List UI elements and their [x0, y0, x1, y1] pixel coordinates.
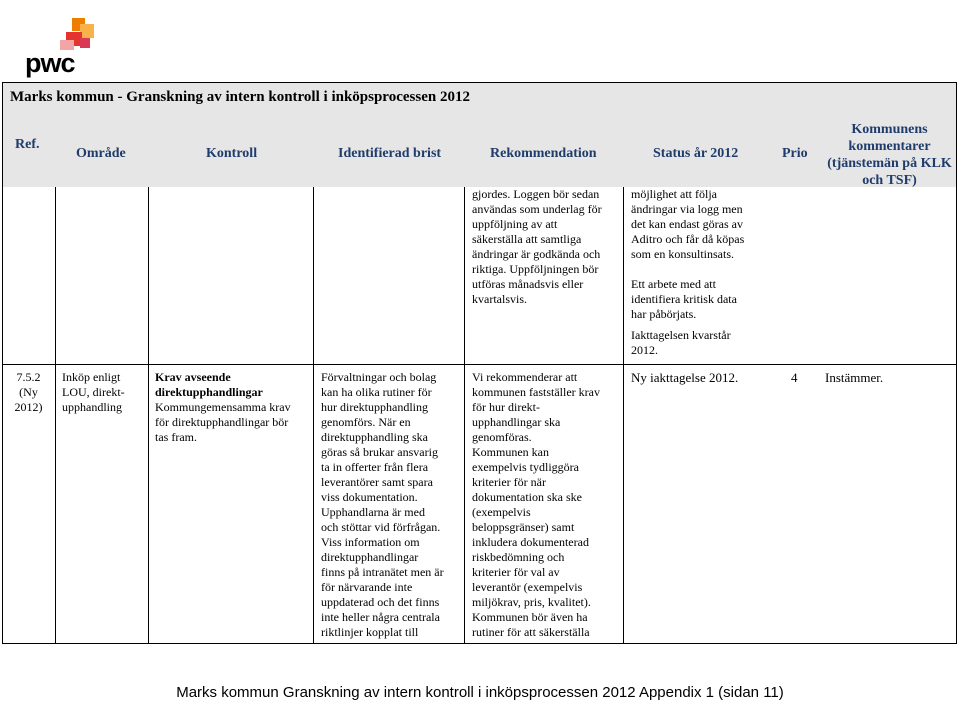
row-status: Ny iakttagelse 2012. — [631, 370, 739, 385]
header-status: Status år 2012 — [653, 146, 739, 161]
logo-wordmark: pwc — [25, 48, 75, 78]
text-line: 2012. — [631, 343, 658, 357]
text-line: ta in offerter från flera — [321, 460, 429, 474]
text-line: 7.5.2 — [16, 370, 41, 384]
table-header — [2, 115, 957, 187]
text-line: miljökrav, pris, kvalitet). — [472, 595, 591, 609]
text-line: upphandling — [62, 400, 122, 414]
cont-status — [631, 187, 781, 358]
text-line: riktiga. Uppföljningen bör — [472, 262, 599, 276]
text-line-bold: direktupphandlingar — [155, 385, 263, 399]
grid-col-line-5 — [623, 187, 624, 644]
text-line: Viss information om — [321, 535, 420, 549]
text-line: möjlighet att följa — [631, 187, 717, 201]
text-line: Kommunen bör även ha — [472, 610, 588, 624]
table-title-bar — [2, 82, 957, 116]
grid-col-line-2 — [148, 187, 149, 644]
row-kommentar: Instämmer. — [825, 370, 884, 385]
grid-bottom-border — [2, 643, 957, 644]
text-line: gjordes. Loggen bör sedan — [472, 187, 600, 201]
text-line: Förvaltningar och bolag — [321, 370, 437, 384]
text-line: och stöttar vid förfrågan. — [321, 520, 441, 534]
text-line: för närvarande inte — [321, 580, 413, 594]
text-line: kriterier för val av — [472, 565, 560, 579]
text-line: riskbedömning och — [472, 550, 565, 564]
text-line: leverantör (exempelvis — [472, 580, 583, 594]
row-ref — [2, 370, 55, 415]
text-line: kvartalsvis. — [472, 292, 527, 306]
row-rekommendation — [472, 370, 622, 640]
header-kontroll: Kontroll — [206, 146, 258, 161]
text-line: Ett arbete med att — [631, 277, 716, 291]
cont-rekommendation — [472, 187, 622, 307]
text-line: utföras månadsvis eller — [472, 277, 584, 291]
header-omrade: Område — [76, 146, 126, 161]
row-kontroll — [155, 370, 312, 445]
header-ref: Ref. — [15, 137, 40, 152]
grid-row-separator — [2, 364, 957, 365]
text-line: rutiner för att säkerställa — [472, 625, 590, 639]
text-line: kommunen fastställer krav — [472, 385, 600, 399]
text-line: för direktupphandlingar bör — [155, 415, 289, 429]
text-line: säkerställa att samtliga — [472, 232, 582, 246]
row-omrade — [62, 370, 146, 415]
text-line: göras så brukar ansvarig — [321, 445, 438, 459]
text-line: direktupphandling ska — [321, 430, 428, 444]
text-line: Kommunen kan — [472, 445, 549, 459]
text-line: har påbörjats. — [631, 307, 697, 321]
grid-col-line-1 — [55, 187, 56, 644]
text-line: LOU, direkt- — [62, 385, 125, 399]
header-prio: Prio — [782, 146, 808, 161]
header-brist: Identifierad brist — [338, 146, 442, 161]
text-line: genomföras. — [472, 430, 532, 444]
grid-right-border — [956, 187, 957, 644]
text-line: ändringar är godkända och — [472, 247, 601, 261]
text-line: riktlinjer kopplat till — [321, 625, 419, 639]
text-line: leverantörer samt spara — [321, 475, 433, 489]
text-line: som en konsultinsats. — [631, 247, 735, 261]
page-footer: Marks kommun Granskning av intern kontroll i inköpsprocessen 2012 Appendix 1 (sidan 11) — [176, 684, 784, 701]
text-line: exempelvis tydliggöra — [472, 460, 579, 474]
text-line: genomförs. När en — [321, 415, 411, 429]
grid-col-line-3 — [313, 187, 314, 644]
row-prio: 4 — [791, 370, 798, 385]
text-line: Iakttagelsen kvarstår — [631, 328, 731, 342]
text-line: Upphandlarna är med — [321, 505, 425, 519]
text-line: uppdaterad och det finns — [321, 595, 440, 609]
text-line: Vi rekommenderar att — [472, 370, 578, 384]
text-line: kriterier för när — [472, 475, 546, 489]
logo-square-2 — [80, 24, 94, 38]
pwc-logo — [22, 12, 102, 78]
text-line: Inköp enligt — [62, 370, 121, 384]
text-line: upphandlingar ska — [472, 415, 561, 429]
text-line: 2012) — [14, 400, 43, 414]
text-line-bold: Krav avseende — [155, 370, 231, 384]
text-line: inte heller några centrala — [321, 610, 440, 624]
text-line: hur direktupphandling — [321, 400, 428, 414]
text-line: identifiera kritisk data — [631, 292, 737, 306]
text-line: kan ha olika rutiner för — [321, 385, 432, 399]
text-line: (Ny — [19, 385, 38, 399]
header-rekommendation: Rekommendation — [490, 146, 597, 161]
text-line: det kan endast göras av — [631, 217, 743, 231]
text-line: viss dokumentation. — [321, 490, 418, 504]
text-line: beloppsgränser) samt — [472, 520, 575, 534]
text-line: inkludera dokumenterad — [472, 535, 589, 549]
text-line: Kommungemensamma krav — [155, 400, 291, 414]
grid-col-line-4 — [464, 187, 465, 644]
text-line: ändringar via logg men — [631, 202, 743, 216]
text-line: för hur direkt- — [472, 400, 540, 414]
row-brist — [321, 370, 463, 640]
table-title: Marks kommun - Granskning av intern kontroll i inköpsprocessen 2012 — [10, 89, 470, 105]
text-line: finns på intranätet men är — [321, 565, 444, 579]
text-line: användas som underlag för — [472, 202, 602, 216]
text-line: direktupphandlingar — [321, 550, 419, 564]
text-line: Aditro och får då köpas — [631, 232, 745, 246]
grid-left-border — [2, 187, 3, 644]
text-line: (exempelvis — [472, 505, 531, 519]
text-line: tas fram. — [155, 430, 197, 444]
text-line: dokumentation ska ske — [472, 490, 582, 504]
logo-square-5 — [80, 38, 90, 48]
header-kommentarer: Kommunens kommentarer (tjänstemän på KLK och TSF) — [827, 122, 952, 188]
text-line: uppföljning av att — [472, 217, 558, 231]
